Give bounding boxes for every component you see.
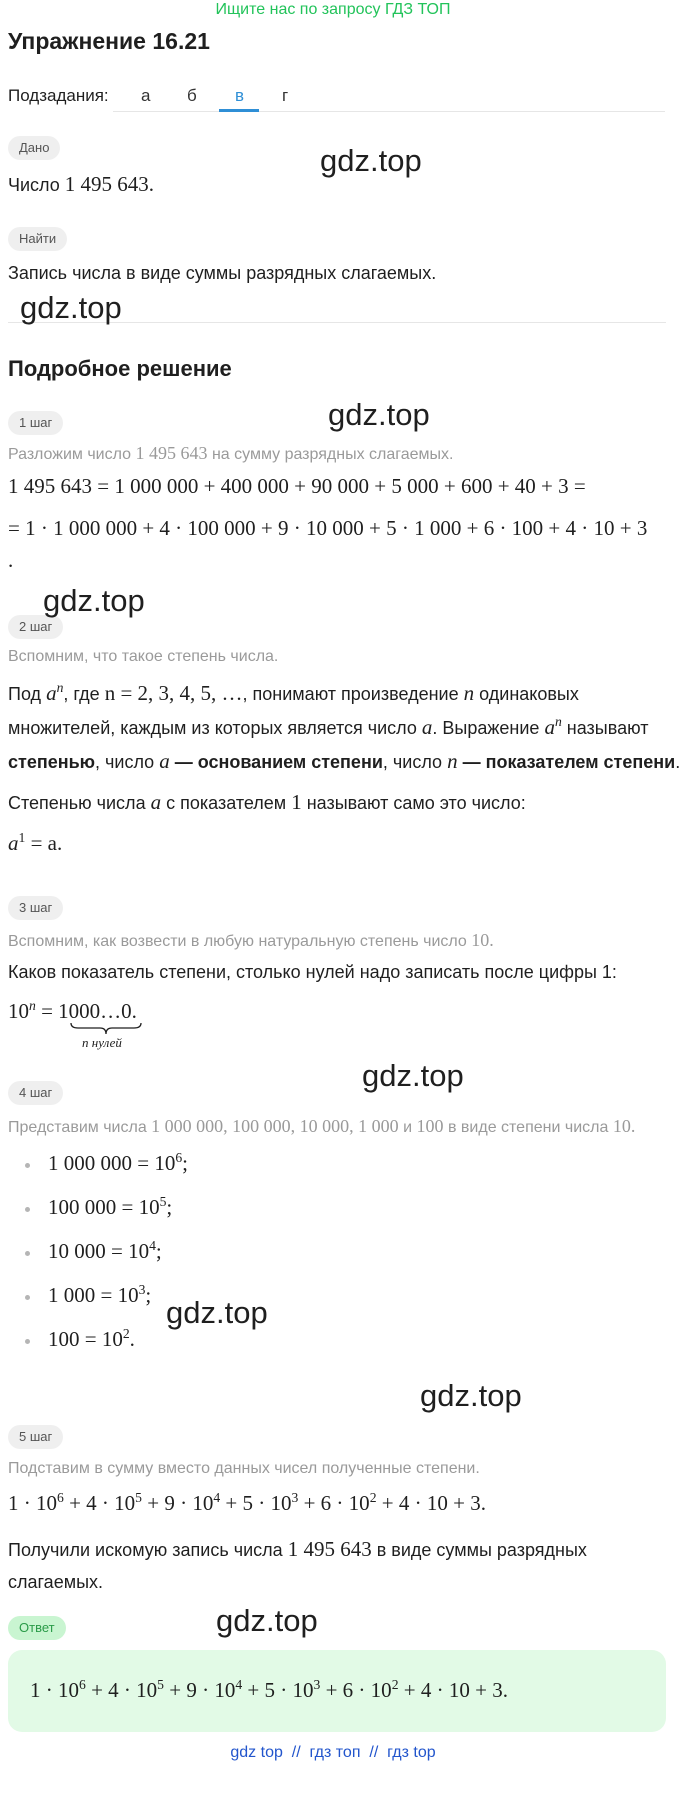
given-badge: Дано bbox=[8, 136, 60, 160]
step-2-formula: $a^1 = a$. bbox=[8, 830, 63, 855]
step-1-hint-num: 1 495 643 bbox=[135, 443, 208, 463]
tabs-divider bbox=[113, 111, 665, 112]
step-1-equation-3: . bbox=[8, 548, 14, 572]
step-3-paragraph: Каков показатель степени, столько нулей надо записать после цифры 1: bbox=[8, 962, 617, 982]
given-prefix: Число bbox=[8, 175, 60, 195]
subtasks-label: Подзадания: bbox=[8, 86, 109, 105]
step-5-p1-b: в виде суммы разрядных bbox=[376, 1540, 587, 1560]
term-power: степенью bbox=[8, 752, 96, 772]
list-item: 1 000 $000 = 10^6$; bbox=[48, 1150, 189, 1175]
step-5-paragraph-2: слагаемых. bbox=[8, 1572, 104, 1592]
step-5-p1-a: Получили искомую запись числа bbox=[8, 1540, 283, 1560]
given-number: 1 495 643. bbox=[64, 172, 155, 196]
step-3-hint-num: 10. bbox=[471, 930, 494, 950]
watermark: gdz.top bbox=[216, 1603, 318, 1638]
step-1-hint bbox=[8, 443, 453, 464]
step-3-brace-label: n нулей bbox=[82, 1035, 122, 1050]
step-2-hint: Вспомним, что такое степень числа. bbox=[8, 648, 279, 665]
find-text: Запись числа в виде суммы разрядных слагаемых. bbox=[8, 263, 437, 283]
step-3-badge: 3 шаг bbox=[8, 896, 63, 920]
step-2-p1-b: , где bbox=[63, 684, 100, 704]
list-bullet bbox=[25, 1295, 30, 1300]
watermark: gdz.top bbox=[320, 143, 422, 178]
watermark: gdz.top bbox=[420, 1378, 522, 1413]
step-2-one: 1 bbox=[291, 790, 302, 814]
watermark: gdz.top bbox=[362, 1058, 464, 1093]
step-5-formula: $1 \cdot 10^6 + 4 \cdot 10^5 + 9 \cdot 10^4 + 5 \cdot 10^3 + 6 \cdot 10^2 + 4 \cdot 10 + 3$. bbox=[8, 1490, 486, 1515]
step-1-equation-1: 1 495 643 = 1 000 000 + 400 000 + 90 000 + 5 000 + 600 + 40 + 3 = bbox=[8, 474, 586, 498]
watermark: gdz.top bbox=[43, 583, 145, 618]
a-power-n-2: $a^n$ bbox=[544, 714, 562, 739]
step-5-p1-num: 1 495 643 bbox=[287, 1537, 372, 1561]
tab-a[interactable]: а bbox=[141, 86, 151, 105]
step-1-badge: 1 шаг bbox=[8, 411, 63, 435]
step-4-hint-nums: 1 000 000, 100 000, 10 000, 1 000 bbox=[151, 1116, 399, 1136]
watermark: gdz.top bbox=[166, 1295, 268, 1330]
step-4-hint-b: в виде степени числа bbox=[447, 1119, 609, 1136]
step-2-paragraph-4 bbox=[8, 790, 526, 815]
tab-v[interactable]: в bbox=[235, 86, 245, 105]
solution-title: Подробное решение bbox=[8, 356, 232, 381]
step-2-p2-c: называют bbox=[566, 718, 649, 738]
step-1-hint-b: на сумму разрядных слагаемых. bbox=[211, 446, 454, 463]
var-a-3: a bbox=[150, 790, 162, 814]
step-2-p1-d: одинаковых bbox=[479, 684, 579, 704]
term-base: — основанием степени bbox=[174, 752, 383, 772]
tab-g[interactable]: г bbox=[282, 86, 289, 105]
answer-formula: $1 \cdot 10^6 + 4 \cdot 10^5 + 9 \cdot 10^4 + 5 \cdot 10^3 + 6 \cdot 10^2 + 4 \cdot 10 + 3$. bbox=[30, 1677, 508, 1702]
term-exponent: — показателем степени bbox=[462, 752, 676, 772]
step-2-badge: 2 шаг bbox=[8, 615, 63, 639]
a-power-n: $a^n$ bbox=[46, 680, 64, 705]
step-5-hint: Подставим в сумму вместо данных чисел полученные степени. bbox=[8, 1460, 480, 1477]
step-2-p4-a: Степенью числа bbox=[8, 793, 146, 813]
step-2-p2-b: . Выражение bbox=[432, 718, 540, 738]
step-1-hint-a: Разложим число bbox=[8, 446, 132, 463]
step-4-hint-and: и bbox=[403, 1119, 413, 1136]
list-item: 100 $000 = 10^5$; bbox=[48, 1194, 173, 1219]
underbrace-icon bbox=[70, 1022, 142, 1036]
list-item: $100 = 10^2$. bbox=[48, 1326, 135, 1351]
var-n: n bbox=[463, 681, 475, 705]
var-a: a bbox=[421, 715, 433, 739]
step-2-formula-rhs: = a. bbox=[30, 831, 63, 855]
list-item: 1 $000 = 10^3$; bbox=[48, 1282, 152, 1307]
step-2-p4-b: с показателем bbox=[166, 793, 287, 813]
find-badge: Найти bbox=[8, 227, 67, 251]
step-3-hint-a: Вспомним, как возвести в любую натуральную степень число bbox=[8, 933, 467, 950]
step-2-p1-c: , понимают произведение bbox=[242, 684, 459, 704]
step-3-formula-rhs: 1000…0. bbox=[58, 999, 137, 1023]
step-2-p4-c: называют само это число: bbox=[306, 793, 526, 813]
answer-badge: Ответ bbox=[8, 1616, 66, 1640]
step-3-hint bbox=[8, 930, 494, 951]
step-4-hint bbox=[8, 1116, 635, 1137]
step-4-hint-a: Представим числа bbox=[8, 1119, 147, 1136]
step-4-hint-10: 10. bbox=[612, 1116, 636, 1136]
step-3-formula: $10^n$ = 1000…0. bbox=[8, 998, 137, 1023]
list-bullet bbox=[25, 1163, 30, 1168]
list-item: 10 $000 = 10^4$; bbox=[48, 1238, 162, 1263]
step-2-p2-a: множителей, каждым из которых является число bbox=[8, 718, 417, 738]
step-2-paragraph-2 bbox=[8, 714, 648, 740]
step-2-p3-c: , число bbox=[382, 752, 443, 772]
step-4-badge: 4 шаг bbox=[8, 1081, 63, 1105]
step-2-p1-a: Под bbox=[8, 684, 42, 704]
step-2-n-values: n = 2, 3, 4, 5, … bbox=[104, 681, 243, 705]
list-bullet bbox=[25, 1207, 30, 1212]
var-a-2: a bbox=[159, 749, 170, 773]
tab-b[interactable]: б bbox=[187, 86, 197, 105]
step-2-p3-a: , число bbox=[95, 752, 155, 772]
watermark: gdz.top bbox=[20, 290, 122, 325]
top-banner[interactable]: Ищите нас по запросу ГДЗ ТОП bbox=[215, 1, 451, 18]
given-text bbox=[8, 172, 154, 197]
var-n-2: n bbox=[447, 749, 458, 773]
step-5-badge: 5 шаг bbox=[8, 1425, 63, 1449]
step-5-paragraph-1 bbox=[8, 1537, 587, 1562]
step-2-paragraph-1 bbox=[8, 680, 579, 706]
step-2-paragraph-3: степенью, число a — основанием степени, число n — показателем степени. bbox=[8, 749, 681, 773]
step-1-equation-2: = 1 · 1 000 000 + 4 · 100 000 + 9 · 10 000 + 5 · 1 000 + 6 · 100 + 4 · 10 + 3 bbox=[8, 516, 648, 540]
watermark: gdz.top bbox=[328, 397, 430, 432]
page-title: Упражнение 16.21 bbox=[8, 28, 210, 54]
list-bullet bbox=[25, 1251, 30, 1256]
footer-links[interactable]: gdz top // гдз топ // гдз top bbox=[230, 1744, 436, 1761]
list-bullet bbox=[25, 1339, 30, 1344]
active-tab-underline bbox=[219, 109, 259, 112]
step-4-hint-100: 100 bbox=[416, 1116, 444, 1136]
